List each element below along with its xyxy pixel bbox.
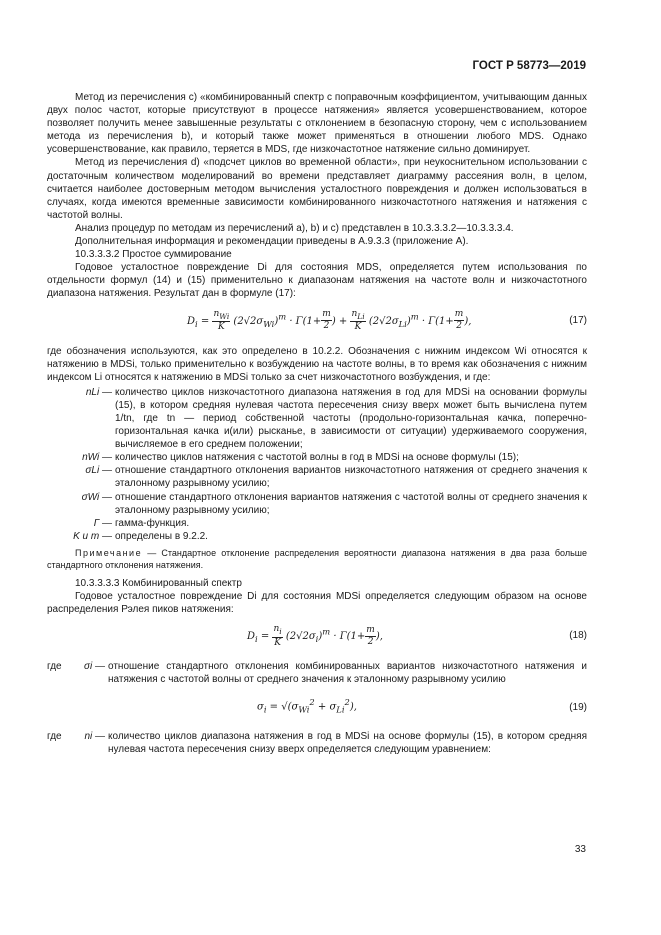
- section-heading-simple-sum: 10.3.3.3.2 Простое суммирование: [75, 249, 232, 261]
- definition-item: [47, 517, 587, 530]
- equation-18-formula: $D_i$ = $\frac{n_i}{K}$ $(2√2\sigma_i)^m \cdot \Gamma(1+$ $\frac{m}{2}$ ),: [247, 624, 383, 648]
- definition-text: количество циклов натяжения с частотой волны в год в MDSi на основе формулы (15);: [115, 452, 519, 464]
- paragraph-additional-info: Дополнительная информация и рекомендации приведены в A.9.3.3 (приложение A).: [75, 236, 469, 248]
- where-lead: где: [47, 661, 62, 673]
- equation-18-number: (18): [569, 630, 587, 642]
- paragraph-notation: где обозначения используются, как это определено в 10.2.2. Обозначения с нижним индексом Wi относятся к натяжению в MDSi, только применительно к возбуждению на частоте волны, в то время как обозначения с нижним индексом Li относятся к натяжению в MDSi только за счет низкочастотного возбуждения, и где:: [47, 345, 587, 383]
- where-symbol: ni —: [84, 731, 105, 743]
- equation-18: [47, 620, 587, 652]
- definition-symbol: nWi —: [82, 452, 112, 464]
- definition-item: [47, 451, 587, 464]
- where-symbol: σi —: [83, 661, 105, 673]
- definition-text: гамма-функция.: [115, 517, 190, 529]
- page-content: [47, 91, 587, 757]
- definition-item: [47, 491, 587, 517]
- definition-text: определены в 9.2.2.: [115, 530, 208, 542]
- equation-17: [47, 305, 587, 337]
- definition-item: [47, 464, 587, 490]
- paragraph-annual-damage: Годовое усталостное повреждение Di для состояния MDS, определяется путем использования по отдельности формул (14) и (15) применительно к диапазонам натяжения на частоте волн и низкочастотного диапазона натяжения. Результат дан в формуле (17):: [47, 262, 587, 300]
- definition-symbol: σWi —: [81, 491, 112, 503]
- note-text: — Стандартное отклонение распределения вероятности диапазона натяжения в два раза больше стандартного отклонения натяжения.: [47, 547, 587, 570]
- definition-text: отношение стандартного отклонения вариантов натяжения с частотой волны от среднего значения к эталонному разрывному усилию;: [115, 491, 587, 516]
- paragraph-method-d: Метод из перечисления d) «подсчет циклов во временной области», при неукоснительном использовании с достаточным количеством моделирований во времени представляет диаграмму рассеяния волн, в целом, считается наиболее достоверным методом вычисления усталостного повреждения и должен использоваться в случаях, когда имеются временные зависимости комбинированного низкочастотного натяжения и натяжения с частотой волны.: [47, 157, 587, 221]
- paragraph-method-c: Метод из перечисления c) «комбинированный спектр с поправочным коэффициентом, учитывающим данных двух полос частот, которые присутствуют в процессе натяжения» является усовершенствованием, которое позволяет получить менее завышенные результаты с отклонением в безопасную сторону, чем с использованием метода из перечисления b), и который также может применяться в отношении любого MDS. Однако усовершенствование, как правило, теряется в MDS, где низкочастотное натяжение сильно доминирует.: [47, 92, 587, 156]
- definition-item: [47, 386, 587, 451]
- definition-text: отношение стандартного отклонения вариантов низкочастотного натяжения от среднего значения к эталонному разрывному усилию;: [115, 465, 587, 490]
- definition-symbol: σLi —: [85, 465, 112, 477]
- definitions-list: [47, 386, 587, 543]
- equation-19-formula: $\sigma_i = √(\sigma_{Wi}^2 + \sigma_{Li}^2)$,: [257, 697, 357, 715]
- definition-text: количество циклов низкочастотного диапазона натяжения в год для MDSi на основании формулы (15), в котором средняя нулевая частота пересечения снизу вверх может быть вычислена путем 1/tn, где tn — период собственной частоты (продольно-горизонтальная качка, поперечно-горизонтальная качка и(или) рысканье, в зависимости от ситуации) удерживаемого сооружения, вычисляемое в его среднем положении;: [115, 386, 587, 451]
- equation-17-formula: $D_i$ = $\frac{n_{Wi}}{K}$ $(2√2\sigma_{Wi})^m \cdot \Gamma(1+$ $\frac{m}{2}$ ) + $\frac{n_{Li}}{K}$ $(2√2\sigma_{Li})^m \cdot \Gamma(1+$ $\frac{m}{2}$ ),: [187, 308, 472, 333]
- equation-17-number: (17): [569, 314, 587, 326]
- where-text: количество циклов диапазона натяжения в год в MDSi на основе формулы (15), в котором средняя нулевая частота пересечения снизу вверх определяется следующим уравнением:: [108, 731, 587, 756]
- where-lead: где: [47, 731, 62, 743]
- equation-19: [47, 692, 587, 722]
- definition-symbol: K и m —: [73, 530, 112, 542]
- where-sigma-i: [47, 660, 587, 686]
- where-text: отношение стандартного отклонения комбинированных вариантов низкочастотного натяжения и натяжения с частотой волны от среднего значения к эталонному разрывному усилию: [108, 661, 587, 686]
- document-id: ГОСТ Р 58773—2019: [472, 60, 586, 72]
- paragraph-combined-damage: Годовое усталостное повреждение Di для состояния MDSi определяется следующим образом на основе распределения Рэлея пиков натяжения:: [47, 591, 587, 616]
- definition-item: [47, 530, 587, 543]
- definition-symbol: Г —: [93, 517, 112, 529]
- equation-19-number: (19): [569, 702, 587, 714]
- note-label: Примечание: [75, 547, 143, 558]
- note: [47, 547, 587, 571]
- paragraph-analysis: Анализ процедур по методам из перечислений a), b) и c) представлен в 10.3.3.3.2—10.3.3.3.4.: [75, 222, 514, 234]
- page-number: 33: [574, 844, 586, 855]
- definition-symbol: nLi —: [85, 386, 112, 398]
- section-heading-combined-spectrum: 10.3.3.3.3 Комбинированный спектр: [75, 577, 242, 589]
- where-n-i: [47, 730, 587, 756]
